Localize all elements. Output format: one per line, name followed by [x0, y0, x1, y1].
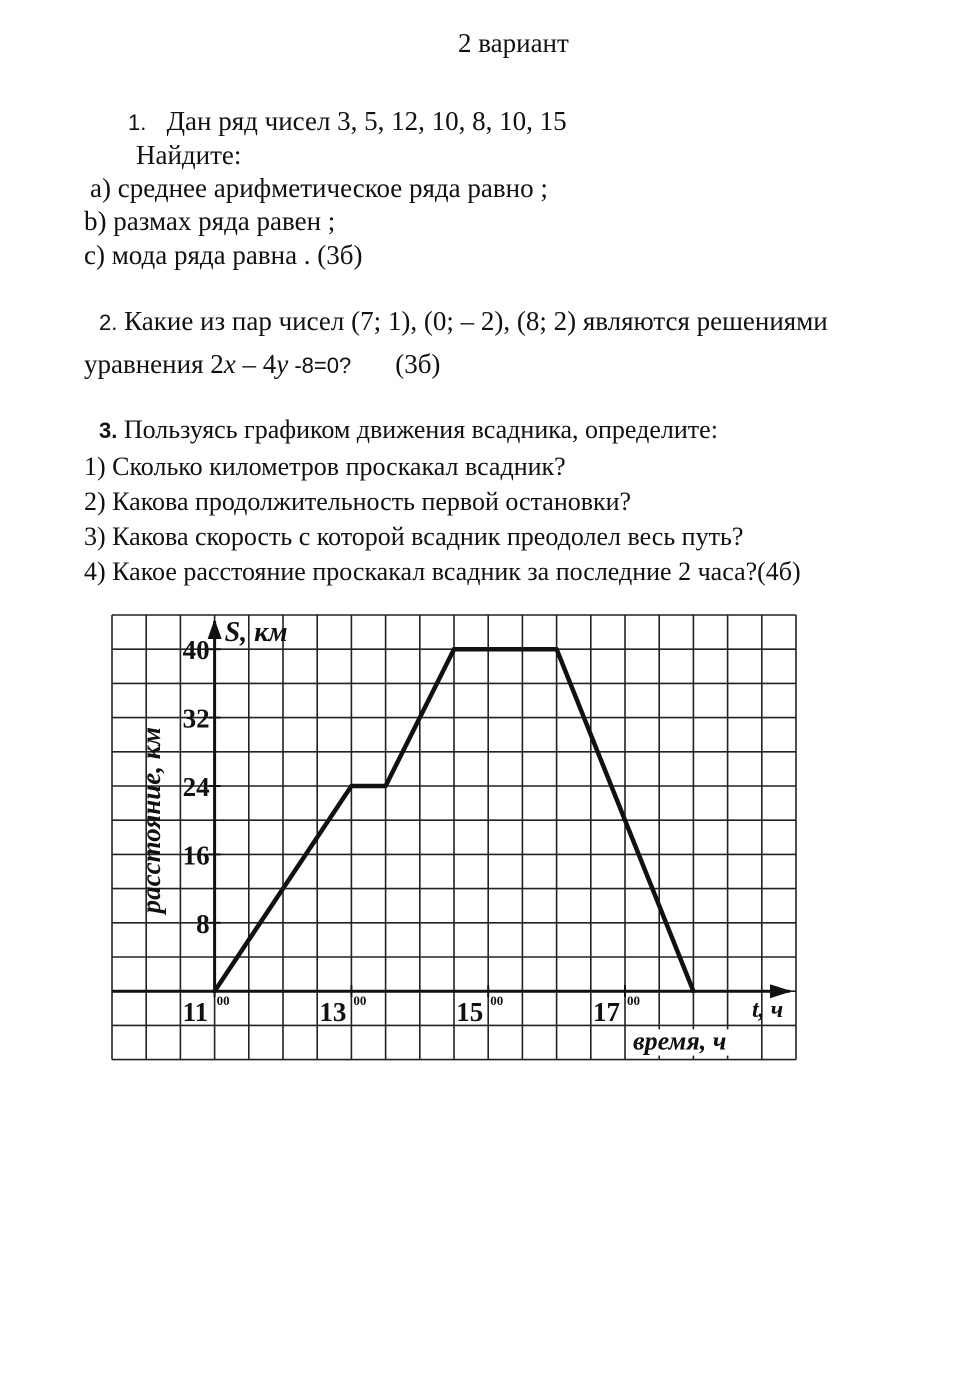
eq-mid: – 4 [235, 349, 277, 379]
task2-line1 [99, 305, 828, 339]
x-axis-title: время, ч [633, 1026, 727, 1056]
x-tick-label: 11 [182, 997, 209, 1028]
motion-chart [108, 608, 808, 1073]
x-tick-label: 15 [456, 997, 484, 1028]
x-tick-sup: 00 [490, 993, 504, 1009]
eq-tail: -8=0? [288, 353, 352, 378]
task2-number: 2. [99, 310, 118, 335]
task3-q2: 2) Какова продолжительность первой остановки? [84, 487, 632, 516]
data-point [554, 647, 558, 651]
task1-number: 1. [128, 110, 147, 135]
page-title: 2 вариант [458, 28, 569, 58]
y-tick-label: 40 [182, 635, 210, 666]
y-axis-title: расстояние, км [136, 727, 166, 914]
task2-text: Какие из пар чисел (7; 1), (0; – 2), (8; 2) являются решениями [117, 306, 828, 336]
data-point [452, 647, 456, 651]
y-axis-arrow [208, 619, 222, 639]
task1-find: Найдите: [136, 140, 242, 170]
x-axis-label: t, ч [752, 997, 784, 1024]
data-point [383, 784, 387, 788]
eq-y: y [276, 349, 289, 379]
task3-text: Пользуясь графиком движения всадника, определите: [117, 415, 718, 444]
data-point [691, 989, 695, 993]
task3-q4: 4) Какое расстояние проскакал всадник за последние 2 часа?(4б) [84, 557, 801, 586]
data-point [349, 784, 353, 788]
task2-points: (3б) [395, 349, 441, 379]
x-tick-label: 17 [593, 997, 620, 1028]
task1-b: b) размах ряда равен ; [84, 206, 336, 236]
task3-header [99, 414, 718, 447]
y-tick-label: 8 [196, 908, 210, 939]
eq-x: x [223, 349, 236, 379]
task1-c: с) мода ряда равна . (3б) [84, 240, 363, 270]
data-point [212, 989, 216, 993]
task3-q3: 3) Какова скорость с которой всадник преодолел весь путь? [84, 522, 744, 551]
task1-header [128, 105, 567, 139]
task3-q1: 1) Сколько километров проскакал всадник? [84, 452, 566, 481]
x-tick-sup: 00 [216, 993, 230, 1009]
x-tick-label: 13 [319, 997, 347, 1028]
eq-prefix: уравнения 2 [84, 349, 224, 379]
y-tick-label: 32 [182, 703, 210, 734]
y-tick-label: 16 [182, 840, 210, 871]
y-tick-label: 24 [182, 772, 210, 802]
x-tick-sup: 00 [353, 993, 367, 1009]
x-axis-arrow [770, 984, 792, 998]
task2-equation [84, 348, 440, 382]
chart-ticks [183, 608, 640, 1027]
task3-number: 3. [99, 418, 118, 443]
chart-axes [112, 619, 792, 998]
task1-a: а) среднее арифметическое ряда равно ; [90, 173, 548, 203]
task1-text: Дан ряд чисел 3, 5, 12, 10, 8, 10, 15 [166, 106, 567, 136]
y-axis-label: S, км [224, 617, 288, 648]
x-tick-sup: 00 [627, 993, 640, 1009]
